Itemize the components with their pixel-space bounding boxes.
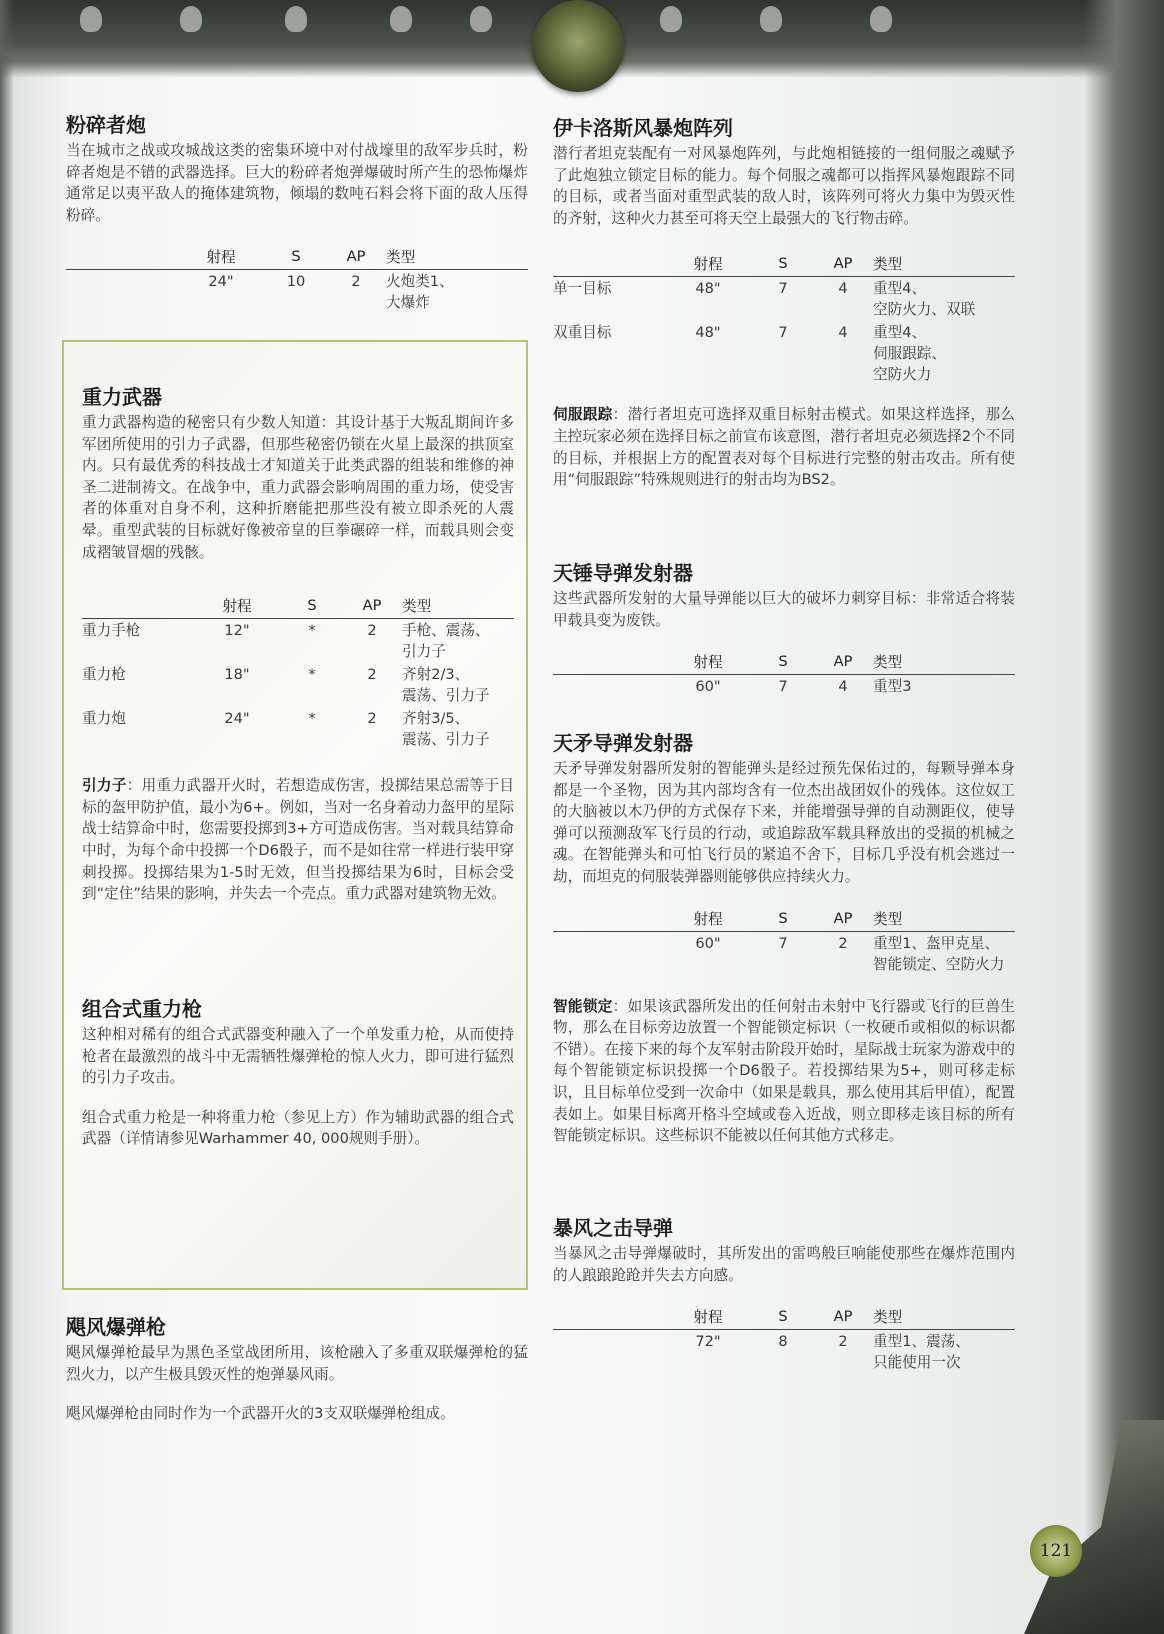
weapon-name	[553, 675, 663, 699]
table-header-row	[553, 1304, 1015, 1330]
header-ap: AP	[813, 251, 873, 277]
weapon-range: 24"	[224, 710, 250, 728]
section-body: 天矛导弹发射器所发射的智能弹头是经过预先保佑过的，每颗导弹本身都是一个圣物，因为其内部均含有一位杰出战团奴仆的残体。这位奴工的大脑被以木乃伊的方式保存下来，并能增强导弹的自动测距仪，使导弹可以预测敌军飞行员的行动，或追踪敌军载具释放出的受损的机械之魂。在智能弹头和可怕飞行员的紧追不舍下，目标几乎没有机会逃过一劫，而坦克的伺服装弹器则能够供应持续火力。	[553, 760, 1015, 885]
header-type: 类型	[402, 593, 514, 619]
weapon-name: 重力枪	[82, 666, 126, 684]
weapon-table	[553, 251, 1015, 386]
table-header-row	[553, 251, 1015, 277]
weapon-type-line: 重型4、	[873, 324, 927, 342]
section-stormstrike	[553, 1215, 1015, 1392]
table-header-row	[553, 649, 1015, 675]
header-range: 射程	[663, 1304, 753, 1330]
weapon-ap: 4	[838, 678, 848, 696]
weapon-strength: 7	[778, 324, 788, 342]
section-body-2: 组合式重力枪是一种将重力枪（参见上方）作为辅助武器的组合式武器（详情请参见Warhammer 40, 000规则手册）。	[82, 1108, 514, 1148]
weapon-ap: 2	[838, 934, 848, 952]
weapon-name	[66, 270, 176, 315]
header-name-blank	[66, 244, 176, 270]
section-skyhammer	[553, 560, 1015, 716]
weapon-range: 18"	[224, 666, 250, 684]
weapon-type-line: 智能锁定、空防火力	[873, 955, 1005, 973]
section-title: 天锤导弹发射器	[553, 561, 693, 585]
skull-ornament-icon	[285, 6, 307, 32]
header-name-blank	[553, 1304, 663, 1330]
weapon-range: 12"	[224, 622, 250, 640]
weapon-ap: 2	[367, 622, 377, 640]
section-title: 粉碎者炮	[66, 113, 146, 137]
header-range: 射程	[663, 906, 753, 932]
section-crusher	[66, 112, 528, 332]
header-strength: S	[753, 251, 813, 277]
header-type: 类型	[873, 649, 1015, 675]
section-body: 这些武器所发射的大量导弹能以巨大的破坏力刺穿目标：非常适合将装甲载具变为废铁。	[553, 590, 1015, 629]
table-row	[82, 619, 514, 664]
weapon-type-line: 震荡、引力子	[402, 731, 490, 749]
table-row	[553, 277, 1015, 322]
skull-ornament-icon	[760, 6, 782, 32]
header-range: 射程	[663, 251, 753, 277]
weapon-type-line: 空防火力、双联	[873, 301, 976, 319]
weapon-type-line: 重型1、盔甲克星、	[873, 934, 1000, 952]
section-body: 飓风爆弹枪最早为黑色圣堂战团所用，该枪融入了多重双联爆弹枪的猛烈火力，以产生极具毁灭性的炮弹暴风雨。	[66, 1344, 528, 1383]
header-strength: S	[753, 649, 813, 675]
rule-label: 伺服跟踪	[553, 406, 613, 424]
weapon-type	[873, 675, 1015, 699]
page-number: 121	[1030, 1525, 1082, 1577]
section-body-2: 飓风爆弹枪由同时作为一个武器开火的3支双联爆弹枪组成。	[66, 1405, 455, 1423]
weapon-range: 72"	[695, 1333, 721, 1351]
gothic-right-border	[1084, 0, 1164, 1634]
weapon-ap: 4	[838, 280, 848, 298]
weapon-type	[873, 277, 1015, 322]
rule-paragraph	[553, 996, 1015, 1147]
rule-label: 引力子	[82, 777, 127, 795]
weapon-table	[553, 906, 1015, 976]
section-title: 暴风之击导弹	[553, 1216, 673, 1240]
section-skyspear	[553, 730, 1015, 1165]
weapon-type-line: 手枪、震荡、	[402, 622, 490, 640]
weapon-name: 单一目标	[553, 280, 612, 298]
weapon-ap: 2	[367, 710, 377, 728]
header-name-blank	[82, 593, 192, 619]
section-body: 当暴风之击导弹爆破时，其所发出的雷鸣般巨响能使那些在爆炸范围内的人踉踉跄跄并失去方向感。	[553, 1245, 1015, 1284]
table-row	[553, 1330, 1015, 1375]
skull-ornament-icon	[180, 6, 202, 32]
header-ap: AP	[813, 1304, 873, 1330]
header-range: 射程	[192, 593, 282, 619]
weapon-type	[873, 931, 1015, 976]
header-name-blank	[553, 906, 663, 932]
header-name-blank	[553, 251, 663, 277]
weapon-type	[386, 270, 528, 315]
weapon-range: 60"	[695, 678, 721, 696]
weapon-strength: 7	[778, 280, 788, 298]
helmet-crest-icon	[532, 0, 624, 92]
weapon-type	[873, 321, 1015, 386]
header-type: 类型	[386, 244, 528, 270]
section-icarus	[553, 115, 1015, 509]
table-row	[553, 675, 1015, 699]
weapon-type-line: 火炮类1、	[386, 273, 454, 291]
weapon-table	[553, 1304, 1015, 1374]
header-strength: S	[753, 1304, 813, 1330]
weapon-type-line: 重型3	[873, 678, 912, 696]
weapon-type-line: 只能使用一次	[873, 1354, 961, 1372]
weapon-type	[402, 619, 514, 664]
header-range: 射程	[176, 244, 266, 270]
header-ap: AP	[813, 649, 873, 675]
rule-paragraph	[553, 404, 1015, 490]
header-strength: S	[282, 593, 342, 619]
weapon-range: 48"	[695, 280, 721, 298]
weapon-range: 48"	[695, 324, 721, 342]
weapon-table	[82, 593, 514, 751]
weapon-type-line: 引力子	[402, 643, 446, 661]
rule-text: ：如果该武器所发出的任何射击未射中飞行器或飞行的巨兽生物，那么在目标旁边放置一个智能锁定标识（一枚硬币或相似的标识都不错）。在接下来的每个友军射击阶段开始时，星际战士玩家为游戏中的每个智能锁定标识投掷一个D6骰子。若投掷结果为5+，则可移走标识，且目标单位受到一次命中（如果是载具，那么使用其后甲值），配置表如上。如果目标离开格斗空域或卷入近战，则立即移走该目标的所有智能锁定标识。这些标识不能被以任何其他方式移走。	[553, 997, 1015, 1145]
weapon-name: 重力炮	[82, 710, 126, 728]
table-header-row	[82, 593, 514, 619]
header-name-blank	[553, 649, 663, 675]
skull-ornament-icon	[80, 6, 102, 32]
weapon-type	[873, 1330, 1015, 1375]
header-type: 类型	[873, 906, 1015, 932]
weapon-type-line: 大爆炸	[386, 294, 430, 312]
header-ap: AP	[326, 244, 386, 270]
header-type: 类型	[873, 1304, 1015, 1330]
table-header-row	[553, 906, 1015, 932]
weapon-type-line: 齐射2/3、	[402, 666, 470, 684]
skull-ornament-icon	[660, 6, 682, 32]
weapon-type	[402, 663, 514, 707]
header-strength: S	[753, 906, 813, 932]
weapon-strength: *	[308, 666, 316, 684]
header-strength: S	[266, 244, 326, 270]
skull-ornament-icon	[390, 6, 412, 32]
section-title: 飓风爆弹枪	[66, 1315, 166, 1339]
weapon-type-line: 震荡、引力子	[402, 687, 490, 705]
header-ap: AP	[342, 593, 402, 619]
weapon-table	[553, 649, 1015, 698]
header-ap: AP	[813, 906, 873, 932]
weapon-type-line: 齐射3/5、	[402, 710, 470, 728]
skull-ornament-icon	[870, 6, 892, 32]
weapon-type	[402, 707, 514, 751]
section-hurricane	[66, 1314, 528, 1443]
section-body: 潜行者坦克装配有一对风暴炮阵列，与此炮相链接的一组伺服之魂赋予了此炮独立锁定目标的能力。每个伺服之魂都可以指挥风暴炮跟踪不同的目标，或者当面对重型武装的敌人时，该阵列可将火力集中为毁灭性的齐射，这种火力甚至可将天空上最强大的飞行物击碎。	[553, 145, 1015, 227]
rule-text: ：潜行者坦克可选择双重目标射击模式。如果这样选择，那么主控玩家必须在选择目标之前宣布该意图，潜行者坦克必须选择2个不同的目标，并根据上方的配置表对每个目标进行完整的射击攻击。所有使用“伺服跟踪”特殊规则进行的射击均为BS2。	[553, 406, 1015, 489]
table-row	[553, 321, 1015, 386]
header-range: 射程	[663, 649, 753, 675]
weapon-ap: 4	[838, 324, 848, 342]
weapon-name	[553, 1330, 663, 1375]
rule-text: ：用重力武器开火时，若想造成伤害，投掷结果总需等于目标的盔甲防护值，最小为6+。例如，当对一名身着动力盔甲的星际战士结算命中时，您需要投掷到3+方可造成伤害。当对载具结算命中时，为每个命中投掷一个D6骰子，而不是如往常一样进行装甲穿刺投掷。投掷结果为1-5时无效，但当投掷结果为6时，目标会受到“定住”结果的影响，并失去一个壳点。重力武器对建筑物无效。	[82, 777, 514, 903]
weapon-strength: *	[308, 622, 316, 640]
weapon-name: 重力手枪	[82, 622, 141, 640]
section-title: 天矛导弹发射器	[553, 731, 693, 755]
weapon-name	[553, 931, 663, 976]
weapon-type-line: 空防火力	[873, 366, 932, 384]
section-body: 当在城市之战或攻城战这类的密集环境中对付战壕里的敌军步兵时，粉碎者炮是不错的武器选择。巨大的粉碎者炮弹爆破时所产生的恐怖爆炸通常足以夷平敌人的掩体建筑物，倾塌的数吨石料会将下面的敌人压得粉碎。	[66, 142, 528, 224]
skull-ornament-icon	[470, 6, 492, 32]
weapon-table	[66, 244, 528, 314]
weapon-type-line: 伺服跟踪、	[873, 345, 946, 363]
weapon-strength: 10	[286, 273, 306, 291]
section-title: 重力武器	[82, 385, 162, 409]
weapon-name: 双重目标	[553, 324, 612, 342]
left-page-edge	[0, 0, 14, 1634]
weapon-range: 60"	[695, 934, 721, 952]
table-header-row	[66, 244, 528, 270]
table-row	[66, 270, 528, 315]
rule-label: 智能锁定	[553, 997, 613, 1015]
table-row	[82, 663, 514, 707]
header-type: 类型	[873, 251, 1015, 277]
rule-paragraph	[82, 775, 514, 905]
weapon-strength: 7	[778, 934, 788, 952]
weapon-ap: 2	[367, 666, 377, 684]
table-row	[82, 707, 514, 751]
section-grav	[82, 384, 514, 923]
table-row	[553, 931, 1015, 976]
weapon-strength: 7	[778, 678, 788, 696]
weapon-ap: 2	[351, 273, 361, 291]
section-title: 组合式重力枪	[82, 997, 202, 1021]
section-combi-grav	[82, 996, 514, 1168]
section-title: 伊卡洛斯风暴炮阵列	[553, 116, 733, 140]
weapon-range: 24"	[208, 273, 234, 291]
weapon-strength: *	[308, 710, 316, 728]
weapon-type-line: 重型1、震荡、	[873, 1333, 970, 1351]
weapon-type-line: 重型4、	[873, 280, 927, 298]
weapon-ap: 2	[838, 1333, 848, 1351]
section-body: 重力武器构造的秘密只有少数人知道：其设计基于大叛乱期间许多军团所使用的引力子武器，但那些秘密仍锁在火星上最深的拱顶室内。只有最优秀的科技战士才知道关于此类武器的组装和维修的神圣二进制祷文。在战争中，重力武器会影响周围的重力场，使受害者的体重对自身不利，这种折磨能把那些没有被立即杀死的人震晕。重型武装的目标就好像被帝皇的巨拳碾碎一样，而载具则会变成褶皱冒烟的残骸。	[82, 414, 514, 561]
section-body: 这种相对稀有的组合式武器变种融入了一个单发重力枪，从而使持枪者在最激烈的战斗中无需牺牲爆弹枪的惊人火力，即可进行猛烈的引力子攻击。	[82, 1026, 514, 1087]
weapon-strength: 8	[778, 1333, 788, 1351]
